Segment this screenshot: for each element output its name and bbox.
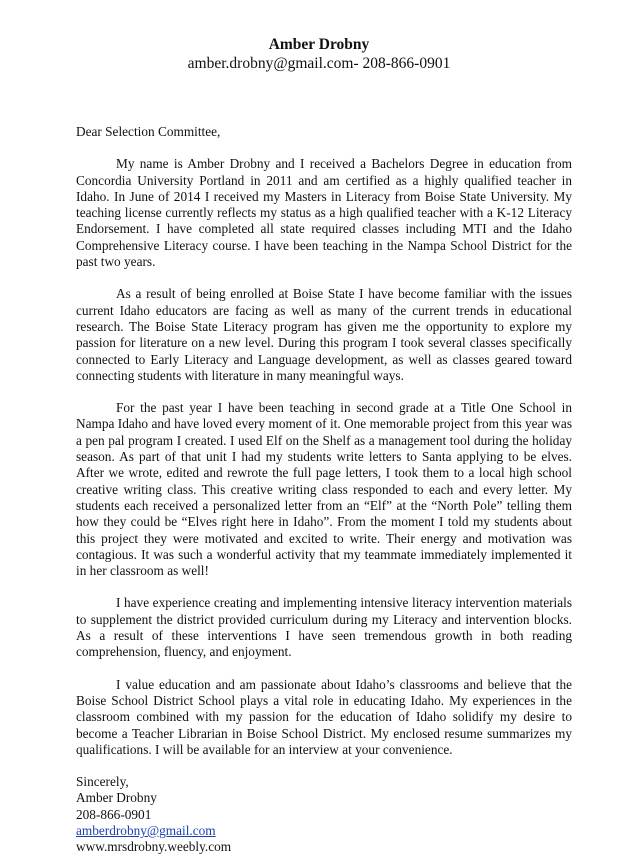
paragraph-1: My name is Amber Drobny and I received a Bachelors Degree in education from Concordia University Portland in 2011 and am certified as a highly qualified teacher in Idaho. In June of 2014 I received my Masters in Literacy from Boise State University. My teaching license currently reflects my status as a high qualified teacher with a K-12 Literacy Endorsement. I have completed all state required classes including MTI and the Idaho Comprehensive Literacy course. I have been teaching in the Nampa School District for the past two years. xyxy=(76,156,572,270)
paragraph-4: I have experience creating and implementing intensive literacy intervention materials to supplement the district provided curriculum during my Literacy and intervention blocks. As a result of these interventions I have seen tremendous growth in both reading comprehension, fluency, and enjoyment. xyxy=(76,595,572,660)
letter-body xyxy=(76,124,572,856)
signature-phone: 208-866-0901 xyxy=(76,806,152,822)
signature-email-link[interactable]: amberdrobny@gmail.com xyxy=(76,822,216,838)
signature-website: www.mrsdrobny.weebly.com xyxy=(76,839,232,855)
paragraph-5: I value education and am passionate about Idaho’s classrooms and believe that the Boise School District School plays a vital role in educating Idaho. My experiences in the classroom combined with my passion for the education of Idaho solidify my desire to become a Teacher Librarian in Boise School District. My enclosed resume summarizes my qualifications. I will be available for an interview at your convenience. xyxy=(76,676,572,757)
paragraph-3: For the past year I have been teaching in second grade at a Title One School in Nampa Idaho and have loved every moment of it. One memorable project from this year was a pen pal program I created. I used Elf on the Shelf as a management tool during the holiday season. As part of that unit I had my students write letters to Santa applying to be elves. After we wrote, edited and rewrote the full page letters, I took them to a local high school creative writing class. This creative writing class responded to each and every letter. My students each received a personalized letter from an “Elf” at the “North Pole” telling them how they could be “Elves right here in Idaho”. From the moment I told my students about this project they were motivated and excited to write. Their energy and motivation was contagious. It was such a wonderful activity that my teammate immediately implemented it in her classroom as well! xyxy=(76,400,572,579)
sender-contact: amber.drobny@gmail.com- 208-866-0901 xyxy=(187,55,451,72)
greeting: Dear Selection Committee, xyxy=(76,124,221,139)
signature-name: Amber Drobny xyxy=(76,790,157,806)
closing: Sincerely, xyxy=(76,774,129,790)
paragraph-2: As a result of being enrolled at Boise State I have become familiar with the issues current Idaho educators are facing as well as many of the current trends in educational research. The Boise State Literacy program has given me the opportunity to explore my passion for literature on a new level. During this program I took several classes specifically connected to Early Literacy and Language development, as well as classes geared toward connecting students with literature in many meaningful ways. xyxy=(76,286,572,383)
sender-name: Amber Drobny xyxy=(268,36,370,53)
signature-block xyxy=(76,774,572,855)
